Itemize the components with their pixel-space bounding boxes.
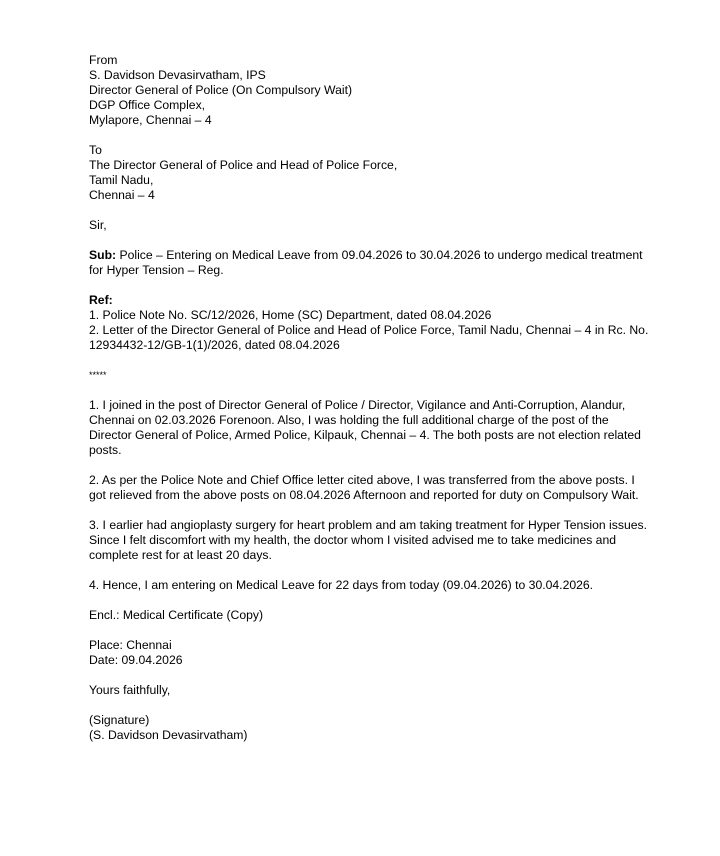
subject-text: Police – Entering on Medical Leave from 09.04.2026 to 30.04.2026 to undergo medical treatment for Hyper Tension – Reg. xyxy=(89,248,643,277)
sender-office: DGP Office Complex, xyxy=(89,98,206,112)
body-paragraph-4: 4. Hence, I am entering on Medical Leave for 22 days from today (09.04.2026) to 30.04.2026. xyxy=(89,578,594,592)
from-block xyxy=(89,53,649,128)
references-block xyxy=(89,293,649,353)
separator: ***** xyxy=(89,370,107,380)
sender-name: S. Davidson Devasirvatham, IPS xyxy=(89,68,266,82)
subject-line xyxy=(89,248,649,278)
date: Date: 09.04.2026 xyxy=(89,653,183,667)
signatory-name: (S. Davidson Devasirvatham) xyxy=(89,728,248,742)
body-paragraph-2: 2. As per the Police Note and Chief Office letter cited above, I was transferred from the above posts. I got relieved from the above posts on 08.04.2026 Afternoon and reported for duty on Compulsory Wait. xyxy=(89,473,639,502)
recipient-state: Tamil Nadu, xyxy=(89,173,154,187)
salutation: Sir, xyxy=(89,218,107,232)
signature: (Signature) xyxy=(89,713,150,727)
body-paragraph-3: 3. I earlier had angioplasty surgery for heart problem and am taking treatment for Hyper Tension issues. Since I felt discomfort with my health, the doctor whom I visited advised me to take medicines and complete rest for at least 20 days. xyxy=(89,518,647,562)
from-label: From xyxy=(89,53,118,67)
to-block xyxy=(89,143,649,203)
recipient-city: Chennai – 4 xyxy=(89,188,155,202)
references-label: Ref: xyxy=(89,293,113,307)
body-paragraph-1: 1. I joined in the post of Director General of Police / Director, Vigilance and Anti-Corruption, Alandur, Chennai on 02.03.2026 Forenoon. Also, I was holding the full additional charge of the post of the Director General of Police, Armed Police, Kilpauk, Chennai – 4. The both posts are not election related posts. xyxy=(89,398,641,457)
recipient-designation: The Director General of Police and Head of Police Force, xyxy=(89,158,398,172)
to-label: To xyxy=(89,143,102,157)
place: Place: Chennai xyxy=(89,638,172,652)
letter-content xyxy=(89,53,649,743)
reference-item-2: 2. Letter of the Director General of Police and Head of Police Force, Tamil Nadu, Chennai – 4 in Rc. No. 12934432-12/GB-1(1)/2026, dated 08.04.2026 xyxy=(89,323,649,352)
enclosure: Encl.: Medical Certificate (Copy) xyxy=(89,608,264,622)
sender-city: Mylapore, Chennai – 4 xyxy=(89,113,212,127)
sender-designation: Director General of Police (On Compulsory Wait) xyxy=(89,83,353,97)
closing: Yours faithfully, xyxy=(89,683,171,697)
subject-label: Sub: xyxy=(89,248,117,262)
reference-item-1: 1. Police Note No. SC/12/2026, Home (SC) Department, dated 08.04.2026 xyxy=(89,308,492,322)
